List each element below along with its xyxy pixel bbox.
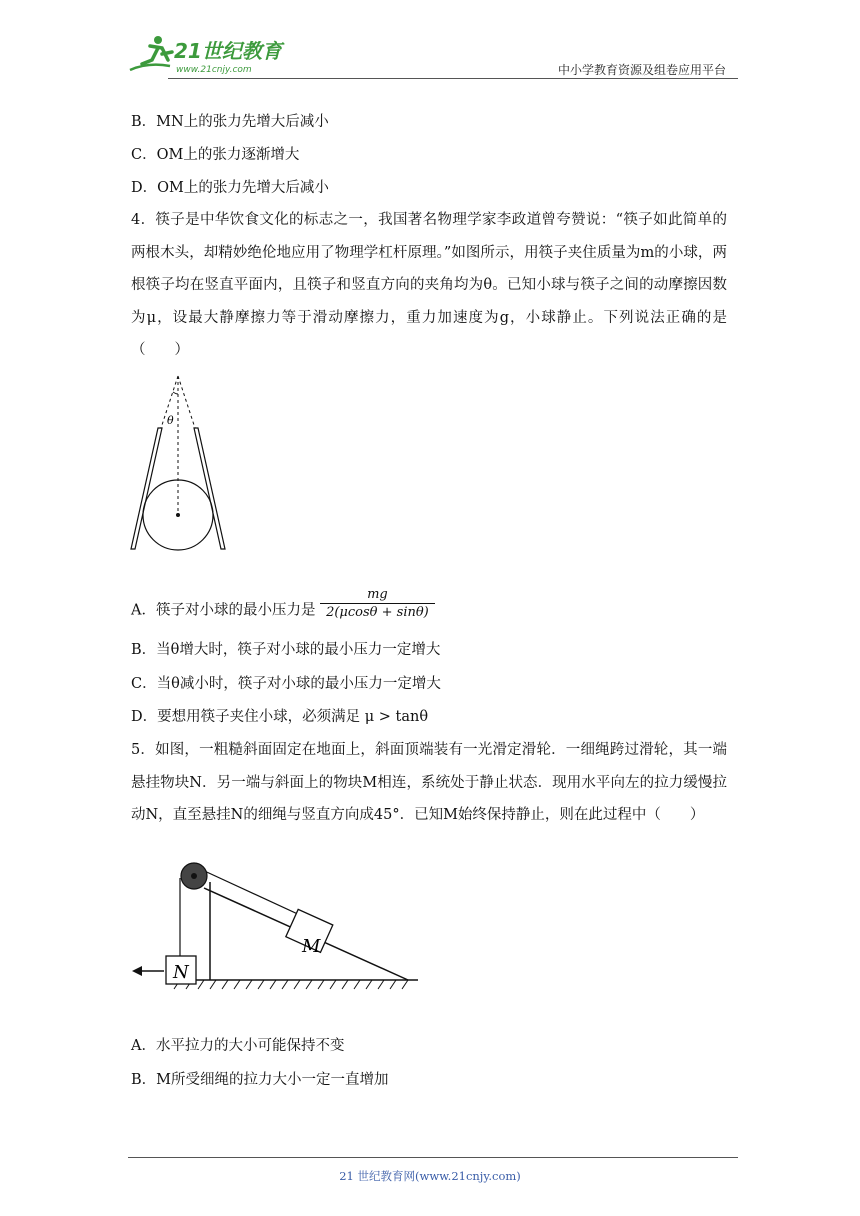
- q4-option-a: [131, 587, 435, 621]
- logo-url-text: www.21cnjy.com: [176, 65, 252, 75]
- q4-option-b: B．当θ增大时，筷子对小球的最小压力一定增大: [131, 642, 441, 658]
- q4-option-a-text: A．筷子对小球的最小压力是: [131, 602, 316, 619]
- footer-divider: [128, 1157, 738, 1158]
- q4-option-c: C．当θ减小时，筷子对小球的最小压力一定增大: [131, 676, 441, 692]
- header-divider: [168, 78, 738, 79]
- block-n-label: N: [173, 962, 189, 983]
- q5-option-b: B．M所受细绳的拉力大小一定一直增加: [131, 1072, 389, 1088]
- right-extension-line: [178, 376, 195, 428]
- incline-pulley-figure: [128, 858, 428, 1008]
- fraction-numerator: mg: [320, 586, 435, 604]
- ball-center: [176, 513, 180, 517]
- logo-text: 21世纪教育: [174, 39, 282, 63]
- footer-text[interactable]: 21 世纪教育网(www.21cnjy.com): [339, 1169, 521, 1183]
- q3-option-c: C．OM上的张力逐渐增大: [131, 147, 300, 163]
- platform-name: 中小学教育资源及组卷应用平台: [557, 63, 726, 77]
- q4-option-a-fraction: [320, 586, 435, 621]
- q3-option-d: D．OM上的张力先增大后减小: [131, 180, 329, 196]
- q5-stem: 5．如图，一粗糙斜面固定在地面上，斜面顶端装有一光滑定滑轮．一细绳跨过滑轮，其一端悬挂物块N．另一端与斜面上的物块M相连，系统处于静止状态．现用水平向左的拉力缓慢拉动N，直至悬挂N的细绳与竖直方向成45°．已知M始终保持静止，则在此过程中（ ）: [131, 742, 727, 823]
- ground-hatching: [174, 980, 408, 989]
- q4-stem: 4．筷子是中华饮食文化的标志之一，我国著名物理学家李政道曾夸赞说：“筷子如此简单的两根木头，却精妙绝伦地应用了物理学杠杆原理。”如图所示，用筷子夹住质量为m的小球，两根筷子均在竖直平面内，且筷子和竖直方向的夹角均为θ。已知小球与筷子之间的动摩擦因数为μ，设最大静摩擦力等于滑动摩擦力，重力加速度为g，小球静止。下列说法正确的是（ ）: [131, 212, 727, 358]
- q5-option-a: A．水平拉力的大小可能保持不变: [131, 1038, 345, 1054]
- q4-option-d: D．要想用筷子夹住小球，必须满足 μ > tanθ: [131, 709, 429, 725]
- fraction-denominator: 2(μcosθ + sinθ): [326, 605, 429, 620]
- page-header: [128, 28, 738, 80]
- site-logo: [128, 32, 298, 76]
- pull-arrow-head: [132, 966, 142, 976]
- q3-option-b: B．MN上的张力先增大后减小: [131, 114, 329, 130]
- theta-label: θ: [167, 414, 174, 427]
- block-m-label: M: [302, 936, 321, 957]
- chopsticks-figure: [125, 372, 235, 556]
